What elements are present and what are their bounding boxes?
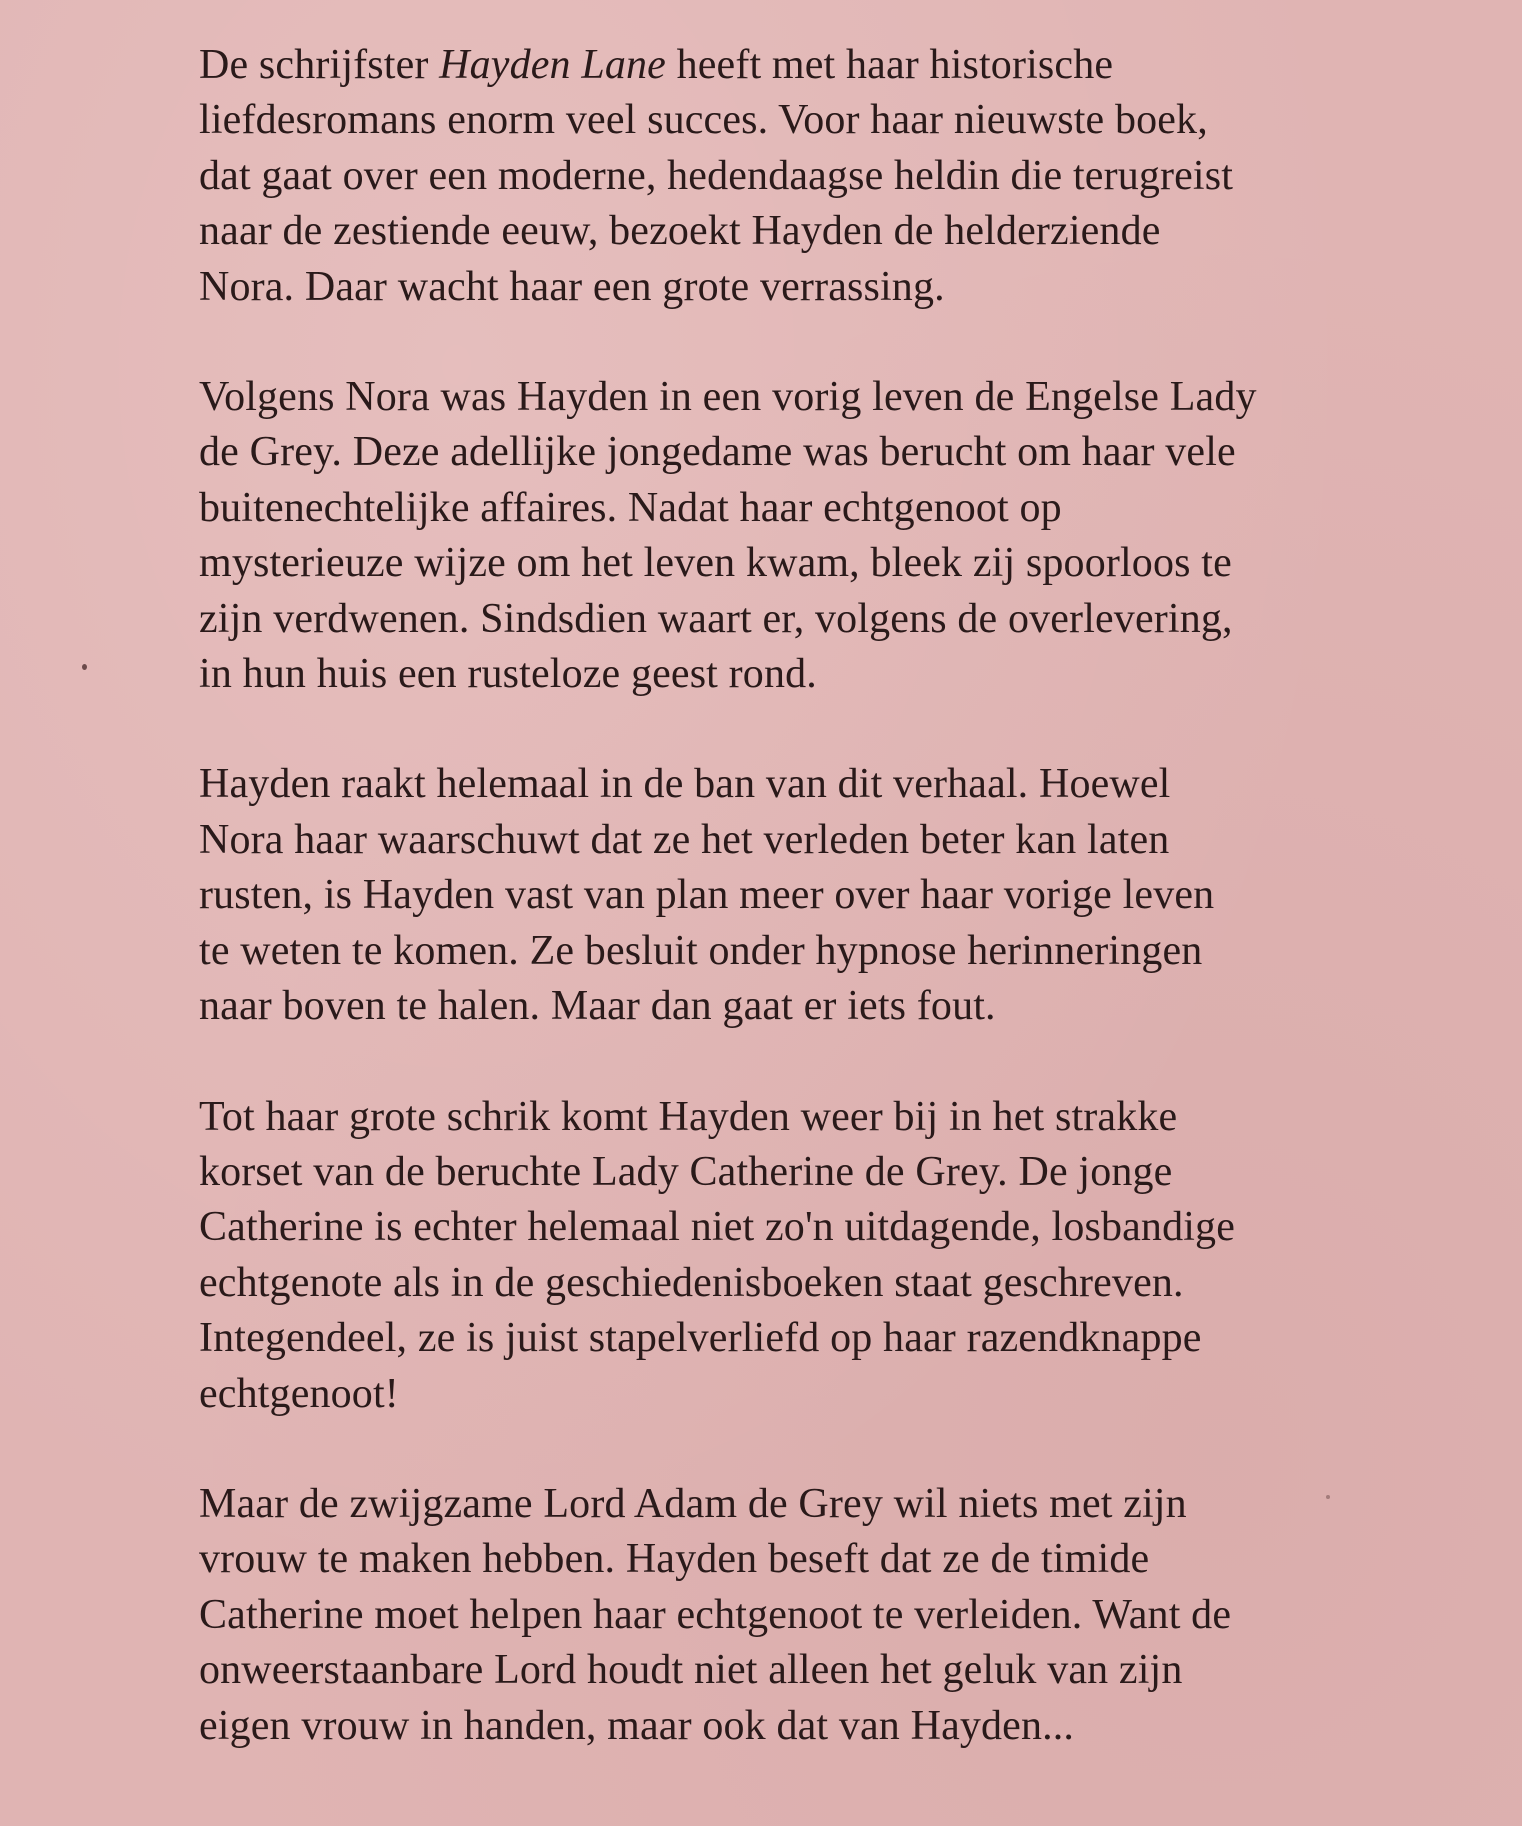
text-run: De schrijfster <box>199 42 440 88</box>
blurb-line: onweerstaanbare Lord houdt niet alleen het geluk van zijn <box>199 1647 1183 1694</box>
blurb-line: buitenechtelijke affaires. Nadat haar echtgenoot op <box>199 484 1062 531</box>
blurb-line: eigen vrouw in handen, maar ook dat van Hayden... <box>199 1702 1075 1749</box>
blurb-line: te weten te komen. Ze besluit onder hypnose herinneringen <box>199 927 1203 974</box>
blurb-line: naar boven te halen. Maar dan gaat er iets fout. <box>199 983 996 1030</box>
blurb-line: dat gaat over een moderne, hedendaagse heldin die terugreist <box>199 152 1234 199</box>
author-name: Hayden Lane <box>439 42 666 88</box>
blurb-paragraph-5 <box>199 1477 1419 1754</box>
blurb-line: naar de zestiende eeuw, bezoekt Hayden de helderziende <box>199 208 1161 255</box>
blurb-line: Tot haar grote schrik komt Hayden weer bij in het strakke <box>199 1093 1178 1140</box>
blurb-line: rusten, is Hayden vast van plan meer over haar vorige leven <box>199 872 1215 919</box>
blurb-line: Hayden raakt helemaal in de ban van dit verhaal. Hoewel <box>199 761 1171 808</box>
blurb-line: Integendeel, ze is juist stapelverliefd op haar razendknappe <box>199 1315 1202 1362</box>
blurb-line: liefdesromans enorm veel succes. Voor haar nieuwste boek, <box>199 97 1208 144</box>
blurb-line: korset van de beruchte Lady Catherine de Grey. De jonge <box>199 1148 1173 1195</box>
text-run: heeft met haar historische <box>665 42 1114 88</box>
blurb-line: echtgenoot! <box>199 1370 399 1417</box>
paper-speck <box>82 664 87 670</box>
blurb-line: echtgenote als in de geschiedenisboeken staat geschreven. <box>199 1259 1184 1306</box>
blurb-line: Nora. Daar wacht haar een grote verrassing. <box>199 263 945 310</box>
blurb-line: Volgens Nora was Hayden in een vorig leven de Engelse Lady <box>199 374 1257 421</box>
blurb-line: zijn verdwenen. Sindsdien waart er, volgens de overlevering, <box>199 595 1233 642</box>
blurb-paragraph-1 <box>199 38 1419 315</box>
blurb-line: Catherine is echter helemaal niet zo'n uitdagende, losbandige <box>199 1204 1235 1251</box>
blurb-paragraph-4 <box>199 1090 1419 1422</box>
blurb-line: Maar de zwijgzame Lord Adam de Grey wil niets met zijn <box>199 1480 1187 1527</box>
blurb-line: Catherine moet helpen haar echtgenoot te verleiden. Want de <box>199 1591 1232 1638</box>
blurb-line: in hun huis een rusteloze geest rond. <box>199 651 817 698</box>
blurb-line: de Grey. Deze adellijke jongedame was berucht om haar vele <box>199 429 1236 476</box>
blurb-line: mysterieuze wijze om het leven kwam, bleek zij spoorloos te <box>199 540 1232 587</box>
blurb-paragraph-2 <box>199 370 1419 702</box>
blurb-line: Nora haar waarschuwt dat ze het verleden beter kan laten <box>199 816 1170 863</box>
blurb-text <box>199 38 1419 1809</box>
blurb-paragraph-3 <box>199 757 1419 1034</box>
blurb-line <box>199 38 1419 93</box>
blurb-line: vrouw te maken hebben. Hayden beseft dat ze de timide <box>199 1536 1150 1583</box>
